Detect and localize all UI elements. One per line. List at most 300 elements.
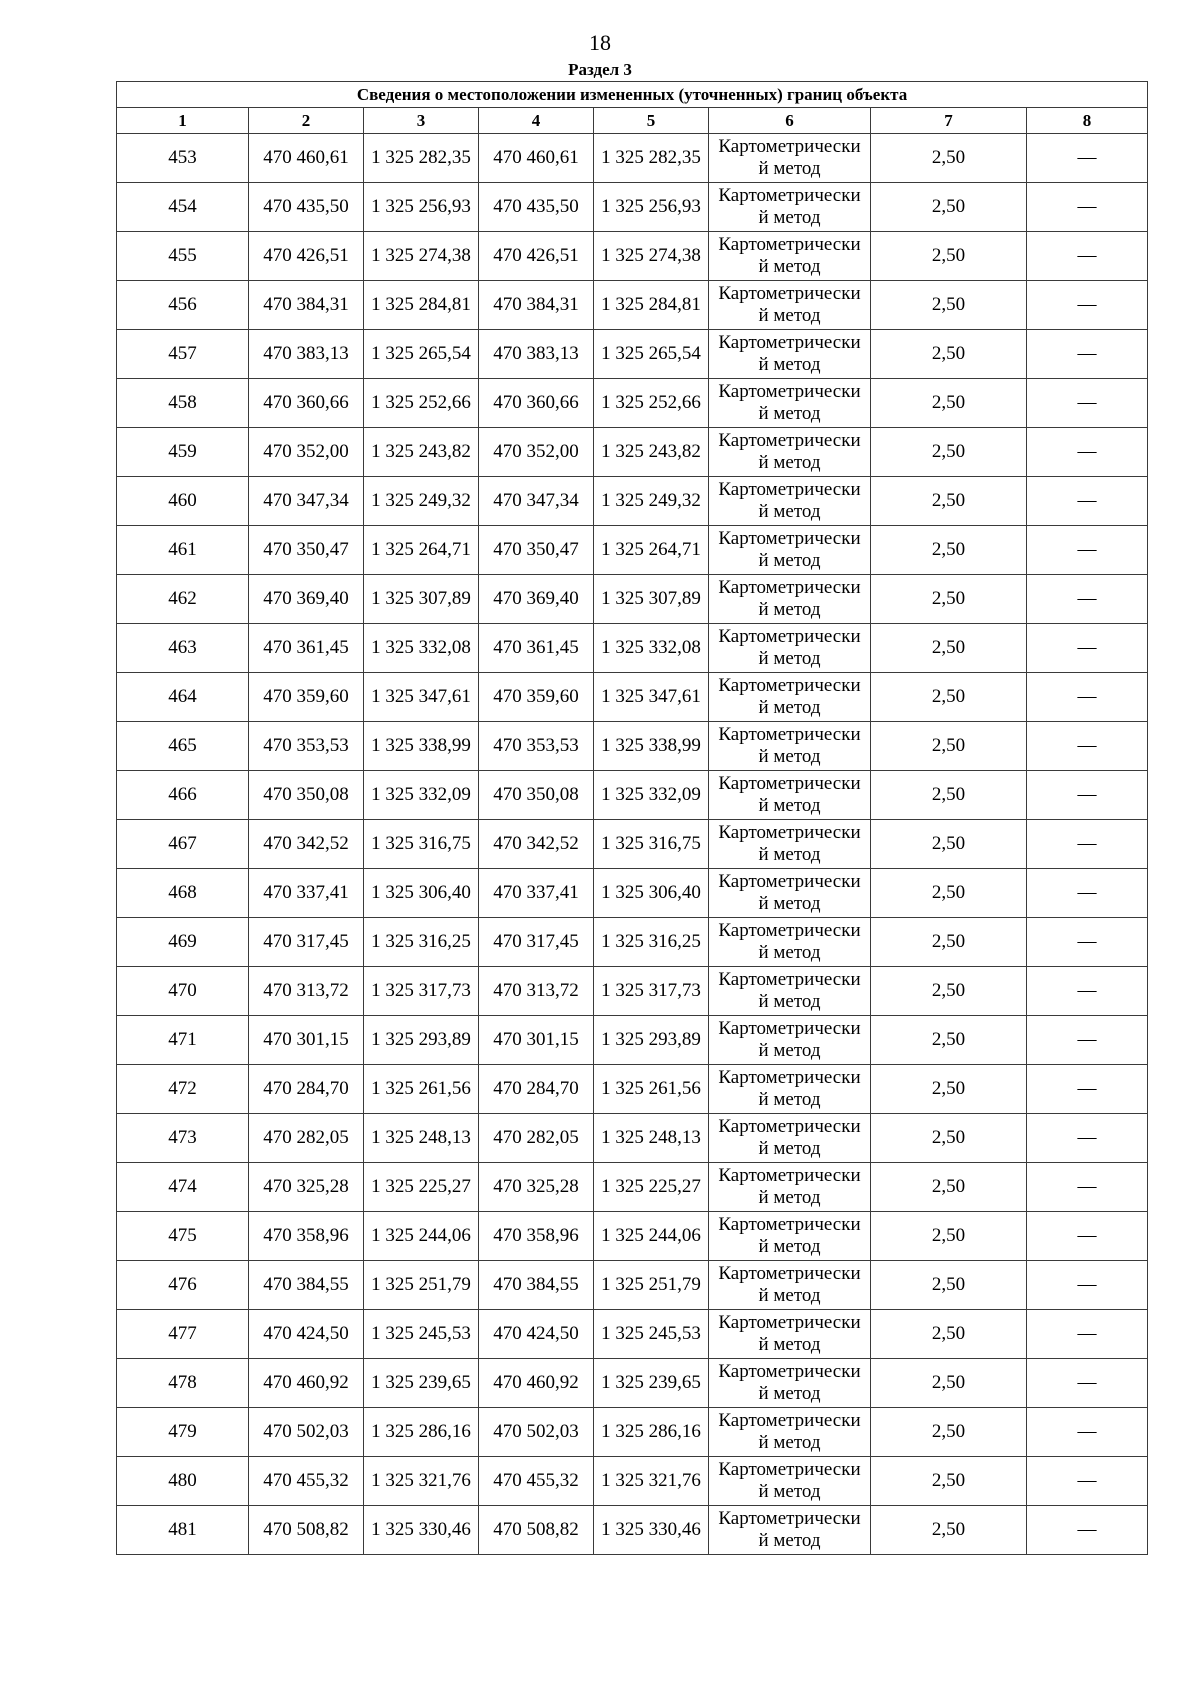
method-cell <box>709 820 871 869</box>
accuracy-cell: 2,50 <box>871 330 1027 379</box>
method-text: й метод <box>758 1383 821 1404</box>
method-text: й метод <box>758 305 821 326</box>
method-cell <box>709 722 871 771</box>
table-row <box>117 428 1148 477</box>
method-text: й метод <box>758 1481 821 1502</box>
method-cell <box>709 771 871 820</box>
x-new-cell: 470 350,47 <box>479 526 594 575</box>
point-number-cell: 463 <box>117 624 249 673</box>
point-number-cell: 454 <box>117 183 249 232</box>
method-text: й метод <box>758 207 821 228</box>
method-text: й метод <box>758 893 821 914</box>
point-number-cell: 462 <box>117 575 249 624</box>
accuracy-cell: 2,50 <box>871 967 1027 1016</box>
method-text: Картометрически <box>718 577 861 598</box>
method-cell <box>709 183 871 232</box>
note-cell: — <box>1027 477 1148 526</box>
method-cell <box>709 281 871 330</box>
point-number-cell: 475 <box>117 1212 249 1261</box>
y-new-cell: 1 325 225,27 <box>594 1163 709 1212</box>
y-existing-cell: 1 325 252,66 <box>364 379 479 428</box>
note-cell: — <box>1027 820 1148 869</box>
y-existing-cell: 1 325 317,73 <box>364 967 479 1016</box>
method-text: й метод <box>758 1187 821 1208</box>
method-text: Картометрически <box>718 1410 861 1431</box>
method-text: й метод <box>758 942 821 963</box>
x-new-cell: 470 384,55 <box>479 1261 594 1310</box>
note-cell: — <box>1027 1261 1148 1310</box>
y-existing-cell: 1 325 251,79 <box>364 1261 479 1310</box>
x-new-cell: 470 284,70 <box>479 1065 594 1114</box>
x-new-cell: 470 455,32 <box>479 1457 594 1506</box>
x-existing-cell: 470 435,50 <box>249 183 364 232</box>
method-text: Картометрически <box>718 1165 861 1186</box>
y-new-cell: 1 325 332,08 <box>594 624 709 673</box>
x-new-cell: 470 358,96 <box>479 1212 594 1261</box>
table-row <box>117 869 1148 918</box>
x-new-cell: 470 424,50 <box>479 1310 594 1359</box>
accuracy-cell: 2,50 <box>871 134 1027 183</box>
x-existing-cell: 470 455,32 <box>249 1457 364 1506</box>
method-text: й метод <box>758 354 821 375</box>
y-existing-cell: 1 325 307,89 <box>364 575 479 624</box>
y-new-cell: 1 325 293,89 <box>594 1016 709 1065</box>
accuracy-cell: 2,50 <box>871 1261 1027 1310</box>
y-existing-cell: 1 325 256,93 <box>364 183 479 232</box>
method-text: Картометрически <box>718 234 861 255</box>
y-new-cell: 1 325 274,38 <box>594 232 709 281</box>
method-text: Картометрически <box>718 430 861 451</box>
method-cell <box>709 575 871 624</box>
accuracy-cell: 2,50 <box>871 281 1027 330</box>
point-number-cell: 474 <box>117 1163 249 1212</box>
note-cell: — <box>1027 575 1148 624</box>
method-text: й метод <box>758 452 821 473</box>
accuracy-cell: 2,50 <box>871 771 1027 820</box>
y-new-cell: 1 325 243,82 <box>594 428 709 477</box>
table-row <box>117 1261 1148 1310</box>
accuracy-cell: 2,50 <box>871 1457 1027 1506</box>
method-text: й метод <box>758 1432 821 1453</box>
page-number: 18 <box>589 30 611 55</box>
note-cell: — <box>1027 1310 1148 1359</box>
note-cell: — <box>1027 869 1148 918</box>
x-existing-cell: 470 350,08 <box>249 771 364 820</box>
accuracy-cell: 2,50 <box>871 1359 1027 1408</box>
accuracy-cell: 2,50 <box>871 1408 1027 1457</box>
method-text: й метод <box>758 1089 821 1110</box>
table-row <box>117 624 1148 673</box>
y-existing-cell: 1 325 332,08 <box>364 624 479 673</box>
x-existing-cell: 470 508,82 <box>249 1506 364 1555</box>
method-text: й метод <box>758 501 821 522</box>
point-number-cell: 465 <box>117 722 249 771</box>
x-new-cell: 470 460,92 <box>479 1359 594 1408</box>
method-cell <box>709 673 871 722</box>
note-cell: — <box>1027 1163 1148 1212</box>
table-row <box>117 1359 1148 1408</box>
note-cell: — <box>1027 1212 1148 1261</box>
table-row <box>117 1408 1148 1457</box>
note-cell: — <box>1027 1359 1148 1408</box>
note-cell: — <box>1027 1457 1148 1506</box>
y-new-cell: 1 325 317,73 <box>594 967 709 1016</box>
x-new-cell: 470 347,34 <box>479 477 594 526</box>
table-row <box>117 967 1148 1016</box>
method-text: Картометрически <box>718 724 861 745</box>
x-existing-cell: 470 317,45 <box>249 918 364 967</box>
column-number-6: 6 <box>709 108 871 134</box>
y-new-cell: 1 325 307,89 <box>594 575 709 624</box>
x-new-cell: 470 313,72 <box>479 967 594 1016</box>
accuracy-cell: 2,50 <box>871 232 1027 281</box>
table-row <box>117 820 1148 869</box>
x-existing-cell: 470 359,60 <box>249 673 364 722</box>
y-existing-cell: 1 325 249,32 <box>364 477 479 526</box>
table-row <box>117 673 1148 722</box>
method-cell <box>709 1114 871 1163</box>
point-number-cell: 458 <box>117 379 249 428</box>
x-existing-cell: 470 301,15 <box>249 1016 364 1065</box>
column-number-7: 7 <box>871 108 1027 134</box>
x-existing-cell: 470 358,96 <box>249 1212 364 1261</box>
y-new-cell: 1 325 306,40 <box>594 869 709 918</box>
accuracy-cell: 2,50 <box>871 1212 1027 1261</box>
method-cell <box>709 869 871 918</box>
accuracy-cell: 2,50 <box>871 1310 1027 1359</box>
note-cell: — <box>1027 330 1148 379</box>
x-existing-cell: 470 424,50 <box>249 1310 364 1359</box>
method-cell <box>709 967 871 1016</box>
method-cell <box>709 1212 871 1261</box>
y-new-cell: 1 325 249,32 <box>594 477 709 526</box>
method-text: й метод <box>758 403 821 424</box>
y-existing-cell: 1 325 243,82 <box>364 428 479 477</box>
column-number-4: 4 <box>479 108 594 134</box>
point-number-cell: 473 <box>117 1114 249 1163</box>
y-existing-cell: 1 325 306,40 <box>364 869 479 918</box>
y-existing-cell: 1 325 265,54 <box>364 330 479 379</box>
x-new-cell: 470 508,82 <box>479 1506 594 1555</box>
y-existing-cell: 1 325 286,16 <box>364 1408 479 1457</box>
note-cell: — <box>1027 428 1148 477</box>
accuracy-cell: 2,50 <box>871 1016 1027 1065</box>
point-number-cell: 457 <box>117 330 249 379</box>
point-number-cell: 456 <box>117 281 249 330</box>
method-cell <box>709 1261 871 1310</box>
accuracy-cell: 2,50 <box>871 918 1027 967</box>
column-number-2: 2 <box>249 108 364 134</box>
point-number-cell: 467 <box>117 820 249 869</box>
method-text: Картометрически <box>718 1361 861 1382</box>
note-cell: — <box>1027 673 1148 722</box>
method-text: й метод <box>758 991 821 1012</box>
table-row <box>117 1163 1148 1212</box>
table-row <box>117 1212 1148 1261</box>
accuracy-cell: 2,50 <box>871 379 1027 428</box>
method-cell <box>709 1310 871 1359</box>
method-cell <box>709 379 871 428</box>
y-new-cell: 1 325 284,81 <box>594 281 709 330</box>
column-number-8: 8 <box>1027 108 1148 134</box>
method-cell <box>709 428 871 477</box>
table-row <box>117 1506 1148 1555</box>
method-cell <box>709 526 871 575</box>
table-row <box>117 771 1148 820</box>
accuracy-cell: 2,50 <box>871 1065 1027 1114</box>
note-cell: — <box>1027 379 1148 428</box>
method-text: й метод <box>758 1530 821 1551</box>
method-text: Картометрически <box>718 136 861 157</box>
y-new-cell: 1 325 265,54 <box>594 330 709 379</box>
y-existing-cell: 1 325 316,25 <box>364 918 479 967</box>
point-number-cell: 476 <box>117 1261 249 1310</box>
x-new-cell: 470 350,08 <box>479 771 594 820</box>
accuracy-cell: 2,50 <box>871 624 1027 673</box>
table-body <box>117 134 1148 1555</box>
accuracy-cell: 2,50 <box>871 477 1027 526</box>
y-existing-cell: 1 325 321,76 <box>364 1457 479 1506</box>
column-number-1: 1 <box>117 108 249 134</box>
method-text: Картометрически <box>718 1508 861 1529</box>
note-cell: — <box>1027 1065 1148 1114</box>
y-existing-cell: 1 325 245,53 <box>364 1310 479 1359</box>
y-new-cell: 1 325 286,16 <box>594 1408 709 1457</box>
column-number-row <box>117 108 1148 134</box>
table-row <box>117 1457 1148 1506</box>
x-existing-cell: 470 284,70 <box>249 1065 364 1114</box>
method-text: й метод <box>758 844 821 865</box>
y-existing-cell: 1 325 244,06 <box>364 1212 479 1261</box>
note-cell: — <box>1027 624 1148 673</box>
method-text: й метод <box>758 648 821 669</box>
note-cell: — <box>1027 183 1148 232</box>
y-new-cell: 1 325 244,06 <box>594 1212 709 1261</box>
accuracy-cell: 2,50 <box>871 1163 1027 1212</box>
note-cell: — <box>1027 1506 1148 1555</box>
x-new-cell: 470 352,00 <box>479 428 594 477</box>
method-text: Картометрически <box>718 871 861 892</box>
y-existing-cell: 1 325 316,75 <box>364 820 479 869</box>
x-new-cell: 470 359,60 <box>479 673 594 722</box>
method-text: й метод <box>758 795 821 816</box>
x-existing-cell: 470 460,92 <box>249 1359 364 1408</box>
point-number-cell: 472 <box>117 1065 249 1114</box>
x-existing-cell: 470 384,55 <box>249 1261 364 1310</box>
y-existing-cell: 1 325 274,38 <box>364 232 479 281</box>
table-row <box>117 330 1148 379</box>
x-existing-cell: 470 342,52 <box>249 820 364 869</box>
point-number-cell: 478 <box>117 1359 249 1408</box>
accuracy-cell: 2,50 <box>871 183 1027 232</box>
table-row <box>117 1114 1148 1163</box>
point-number-cell: 468 <box>117 869 249 918</box>
method-text: Картометрически <box>718 185 861 206</box>
method-text: Картометрически <box>718 969 861 990</box>
method-cell <box>709 330 871 379</box>
table-row <box>117 918 1148 967</box>
method-text: й метод <box>758 256 821 277</box>
point-number-cell: 455 <box>117 232 249 281</box>
y-new-cell: 1 325 282,35 <box>594 134 709 183</box>
point-number-cell: 481 <box>117 1506 249 1555</box>
method-text: Картометрически <box>718 1214 861 1235</box>
method-text: й метод <box>758 550 821 571</box>
x-new-cell: 470 502,03 <box>479 1408 594 1457</box>
method-cell <box>709 1016 871 1065</box>
y-new-cell: 1 325 330,46 <box>594 1506 709 1555</box>
method-text: й метод <box>758 1040 821 1061</box>
note-cell: — <box>1027 1408 1148 1457</box>
accuracy-cell: 2,50 <box>871 526 1027 575</box>
method-text: Картометрически <box>718 1116 861 1137</box>
note-cell: — <box>1027 722 1148 771</box>
y-existing-cell: 1 325 338,99 <box>364 722 479 771</box>
method-text: Картометрически <box>718 381 861 402</box>
table-caption-row <box>117 82 1148 108</box>
point-number-cell: 464 <box>117 673 249 722</box>
method-cell <box>709 232 871 281</box>
point-number-cell: 470 <box>117 967 249 1016</box>
x-existing-cell: 470 384,31 <box>249 281 364 330</box>
y-new-cell: 1 325 251,79 <box>594 1261 709 1310</box>
accuracy-cell: 2,50 <box>871 722 1027 771</box>
note-cell: — <box>1027 526 1148 575</box>
table-row <box>117 575 1148 624</box>
x-existing-cell: 470 460,61 <box>249 134 364 183</box>
y-new-cell: 1 325 252,66 <box>594 379 709 428</box>
x-new-cell: 470 317,45 <box>479 918 594 967</box>
table-row <box>117 1065 1148 1114</box>
method-text: Картометрически <box>718 920 861 941</box>
method-text: Картометрически <box>718 1263 861 1284</box>
table-row <box>117 1310 1148 1359</box>
y-existing-cell: 1 325 332,09 <box>364 771 479 820</box>
method-text: й метод <box>758 599 821 620</box>
x-new-cell: 470 383,13 <box>479 330 594 379</box>
y-new-cell: 1 325 316,25 <box>594 918 709 967</box>
x-new-cell: 470 360,66 <box>479 379 594 428</box>
x-new-cell: 470 301,15 <box>479 1016 594 1065</box>
x-existing-cell: 470 352,00 <box>249 428 364 477</box>
x-new-cell: 470 353,53 <box>479 722 594 771</box>
table-row <box>117 134 1148 183</box>
note-cell: — <box>1027 967 1148 1016</box>
method-cell <box>709 1163 871 1212</box>
x-existing-cell: 470 502,03 <box>249 1408 364 1457</box>
method-text: й метод <box>758 158 821 179</box>
method-cell <box>709 134 871 183</box>
x-existing-cell: 470 360,66 <box>249 379 364 428</box>
y-existing-cell: 1 325 330,46 <box>364 1506 479 1555</box>
accuracy-cell: 2,50 <box>871 575 1027 624</box>
method-cell <box>709 1065 871 1114</box>
y-existing-cell: 1 325 293,89 <box>364 1016 479 1065</box>
x-existing-cell: 470 337,41 <box>249 869 364 918</box>
note-cell: — <box>1027 918 1148 967</box>
point-number-cell: 466 <box>117 771 249 820</box>
table-row <box>117 379 1148 428</box>
point-number-cell: 453 <box>117 134 249 183</box>
y-new-cell: 1 325 256,93 <box>594 183 709 232</box>
table-row <box>117 232 1148 281</box>
note-cell: — <box>1027 134 1148 183</box>
y-new-cell: 1 325 338,99 <box>594 722 709 771</box>
y-new-cell: 1 325 245,53 <box>594 1310 709 1359</box>
y-existing-cell: 1 325 261,56 <box>364 1065 479 1114</box>
x-existing-cell: 470 361,45 <box>249 624 364 673</box>
accuracy-cell: 2,50 <box>871 428 1027 477</box>
method-text: Картометрически <box>718 1067 861 1088</box>
column-number-3: 3 <box>364 108 479 134</box>
method-text: Картометрически <box>718 1459 861 1480</box>
x-new-cell: 470 435,50 <box>479 183 594 232</box>
y-new-cell: 1 325 321,76 <box>594 1457 709 1506</box>
note-cell: — <box>1027 232 1148 281</box>
method-text: Картометрически <box>718 773 861 794</box>
method-text: Картометрически <box>718 283 861 304</box>
point-number-cell: 477 <box>117 1310 249 1359</box>
note-cell: — <box>1027 771 1148 820</box>
point-number-cell: 469 <box>117 918 249 967</box>
y-new-cell: 1 325 239,65 <box>594 1359 709 1408</box>
method-text: й метод <box>758 1138 821 1159</box>
method-cell <box>709 1457 871 1506</box>
table-row <box>117 722 1148 771</box>
y-existing-cell: 1 325 347,61 <box>364 673 479 722</box>
table-caption: Сведения о местоположении измененных (уточненных) границ объекта <box>117 82 1148 108</box>
method-text: й метод <box>758 746 821 767</box>
method-text: Картометрически <box>718 528 861 549</box>
x-new-cell: 470 384,31 <box>479 281 594 330</box>
x-existing-cell: 470 282,05 <box>249 1114 364 1163</box>
x-new-cell: 470 337,41 <box>479 869 594 918</box>
method-text: Картометрически <box>718 332 861 353</box>
x-existing-cell: 470 350,47 <box>249 526 364 575</box>
table-row <box>117 526 1148 575</box>
method-text: й метод <box>758 1236 821 1257</box>
y-new-cell: 1 325 347,61 <box>594 673 709 722</box>
method-text: й метод <box>758 1285 821 1306</box>
x-new-cell: 470 369,40 <box>479 575 594 624</box>
x-existing-cell: 470 325,28 <box>249 1163 364 1212</box>
table-row <box>117 1016 1148 1065</box>
table-row <box>117 183 1148 232</box>
point-number-cell: 480 <box>117 1457 249 1506</box>
table-row <box>117 477 1148 526</box>
x-new-cell: 470 361,45 <box>479 624 594 673</box>
x-new-cell: 470 282,05 <box>479 1114 594 1163</box>
y-existing-cell: 1 325 284,81 <box>364 281 479 330</box>
method-cell <box>709 1408 871 1457</box>
note-cell: — <box>1027 1016 1148 1065</box>
column-number-5: 5 <box>594 108 709 134</box>
point-number-cell: 460 <box>117 477 249 526</box>
section-title: Раздел 3 <box>568 60 632 79</box>
x-existing-cell: 470 347,34 <box>249 477 364 526</box>
method-cell <box>709 1359 871 1408</box>
method-text: Картометрически <box>718 626 861 647</box>
point-number-cell: 459 <box>117 428 249 477</box>
y-existing-cell: 1 325 225,27 <box>364 1163 479 1212</box>
table-row <box>117 281 1148 330</box>
method-cell <box>709 477 871 526</box>
accuracy-cell: 2,50 <box>871 869 1027 918</box>
method-text: й метод <box>758 697 821 718</box>
point-number-cell: 471 <box>117 1016 249 1065</box>
y-existing-cell: 1 325 264,71 <box>364 526 479 575</box>
y-existing-cell: 1 325 248,13 <box>364 1114 479 1163</box>
